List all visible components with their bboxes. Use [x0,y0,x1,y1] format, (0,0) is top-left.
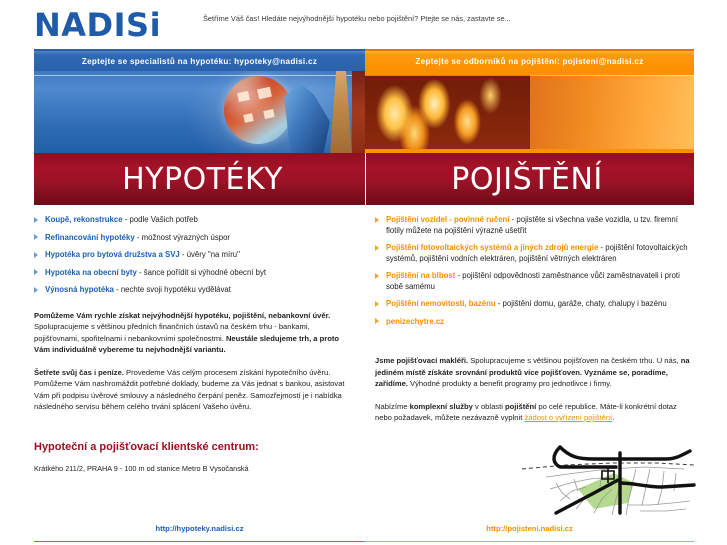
house-sphere-icon [224,76,292,144]
header-tagline: Šetříme Váš čas! Hledáte nejvýhodnější hypotéku nebo pojištění? Ptejte se nás, zastavte se... [203,14,511,23]
para-text: Spolupracujeme s většinou pojišťoven na českém trhu. U nás, [468,356,681,365]
map-graphic [516,443,701,521]
list-item-lead[interactable]: penizechytre.cz [386,316,445,326]
list-item-lead: Pojištění fotovoltaických systémů a jiných zdrojů energie [386,243,599,252]
para-text: v oblasti [472,401,505,411]
arrow-icon [34,217,38,223]
mortgage-bullet-list [34,215,352,296]
arrow-icon [34,269,38,275]
mortgage-column [34,215,352,473]
hand-icon [284,75,330,153]
insurance-paragraph-1 [375,355,694,390]
insurance-bullet-list [375,215,694,327]
para-text: Spolupracujeme s většinou předních finančních ústavů na českém trhu - bankami, pojišťovnami, spořitelnami i nebankovními společnostmi. [34,322,310,343]
list-item-lead: Hypotéka pro bytová družstva a SVJ [45,250,180,259]
site-header [0,0,727,50]
mortgage-email-bar[interactable]: Zeptejte se specialistů na hypotéku: hypoteky@nadisi.cz [34,49,365,71]
banner-bottom-stripe [365,149,694,153]
location-map[interactable] [516,443,701,521]
list-item-rest: - nechte svoji hypotéku vydělávat [113,285,231,294]
para-bold: Pomůžeme Vám rychle získat nejvýhodnější hypotéku, pojištění, nebankovní úvěr. [34,310,331,320]
list-item[interactable] [34,233,352,244]
para-bold: na jediném místě získáte srovnání produktů více pojišťoven. Vyznáme se, poradíme, zařídíme. [375,356,690,388]
list-item-rest: - pojištění odpovědnosti zaměstnance vůči zaměstnavateli i proti sobě samému [386,271,680,291]
arrow-icon [375,318,379,324]
list-item-rest: - možnost výrazných úspor [134,232,231,242]
para-text: Nabízíme [375,401,410,411]
mortgage-title: HYPOTÉKY [122,161,283,197]
insurance-request-link[interactable]: žádost o vyřízení pojištění [524,413,613,422]
centrum-address: Krátkého 211/2, PRAHA 9 - 100 m od stanice Metro B Vysočanská [34,463,249,473]
list-item[interactable] [34,268,352,279]
insurance-email-bar[interactable]: Zeptejte se odborníků na pojištění: pojisteni@nadisi.cz [365,49,694,71]
list-item-lead: Výnosná hypotéka [45,285,114,294]
insurance-banner-image [365,71,694,153]
list-item[interactable] [375,243,694,264]
para-bold: Neustále sledujeme trh, a proto Vám individuálně vybereme tu nejvhodnější variantu. [34,333,340,354]
list-item[interactable] [34,285,352,296]
para-bold: pojištění [505,401,537,411]
list-item-lead: Pojištění na blbost [386,271,456,280]
fire-icon [365,71,530,153]
arrow-icon [34,234,38,240]
list-item-rest: - podle Vašich potřeb [122,215,198,224]
site-footer [34,524,694,542]
list-item-lead: Pojištění vozidel - povinné ručení [386,215,510,224]
para-bold: komplexní služby [409,401,473,411]
list-item-lead: Refinancování hypotéky [45,232,135,242]
para-bold: Jsme pojišťovací makléři. [375,356,469,365]
list-item[interactable] [375,317,694,328]
banner-top-stripe [365,71,694,75]
mortgage-paragraph-2 [34,367,352,413]
arrow-icon [375,301,379,307]
list-item-rest: - pojištění domu, garáže, chaty, chalupy i bazénu [495,299,667,308]
email-bars [34,49,694,71]
arrow-icon [34,252,38,258]
list-item-rest: - pojistěte si všechna vaše vozidla, u tzv. firemní flotily můžete na pojištění výrazně ušetřit [386,215,678,235]
footer-link-pojisteni[interactable]: http://pojisteni.nadisi.cz [365,524,694,542]
list-item-lead: Pojištění nemovitosti, bazénu [386,299,496,308]
list-item[interactable] [375,271,694,292]
list-item[interactable] [375,215,694,236]
insurance-paragraph-2 [375,401,694,424]
insurance-column [375,215,694,435]
para-text: po celé republice. Máte-li konkrétní dotaz nebo požadavek, můžete nezávazně vyplnit [375,401,677,422]
centrum-title: Hypoteční a pojišťovací klientské centrum: [34,440,259,453]
banner-images [34,71,694,153]
list-item[interactable] [34,215,352,226]
list-item-lead: Hypotéka na obecní byty [45,267,137,277]
section-titles [34,153,694,205]
mortgage-banner-image [34,71,365,153]
para-text: . [612,413,615,422]
arrow-icon [375,273,379,279]
arrow-icon [375,245,379,251]
list-item[interactable] [34,250,352,261]
footer-link-hypoteky[interactable]: http://hypoteky.nadisi.cz [34,524,365,542]
mortgage-paragraph-1 [34,310,352,356]
banner-edge [352,71,365,153]
list-item[interactable] [375,299,694,310]
insurance-title-band[interactable] [365,153,694,205]
tower-icon [330,71,352,153]
list-item-rest: - úvěry "na míru" [179,250,240,259]
site-logo[interactable]: NADISi [34,6,162,44]
list-item-lead: Koupě, rekonstrukce [45,215,123,224]
list-item-rest: - pojištění fotovoltaických systémů, pojištění vodních elektráren, pojištění větrných elektráren [386,243,688,263]
mortgage-title-band[interactable] [34,153,365,205]
para-text: Výhodné produkty a benefit programy pro jednotlivce i firmy. [407,379,612,388]
para-bold: Šetřete svůj čas i peníze. [34,367,124,377]
arrow-icon [34,287,38,293]
arrow-icon [375,217,379,223]
insurance-title: POJIŠTĚNÍ [451,161,603,197]
para-text: Provedeme Vás celým procesem získání hypotečního úvěru. Pomůžeme Vám nashromáždit potřebné doklady, budeme za Vás jednat s bankou, asistovat Vám při podpisu úvěrové smlouvy a následného čerpání peněz. Samozřejmostí je i nabídka následného servisu během celého trvání splácení Vašeho úvěru. [34,367,345,411]
list-item-rest: - šance pořídit si výhodné obecní byt [136,267,267,277]
